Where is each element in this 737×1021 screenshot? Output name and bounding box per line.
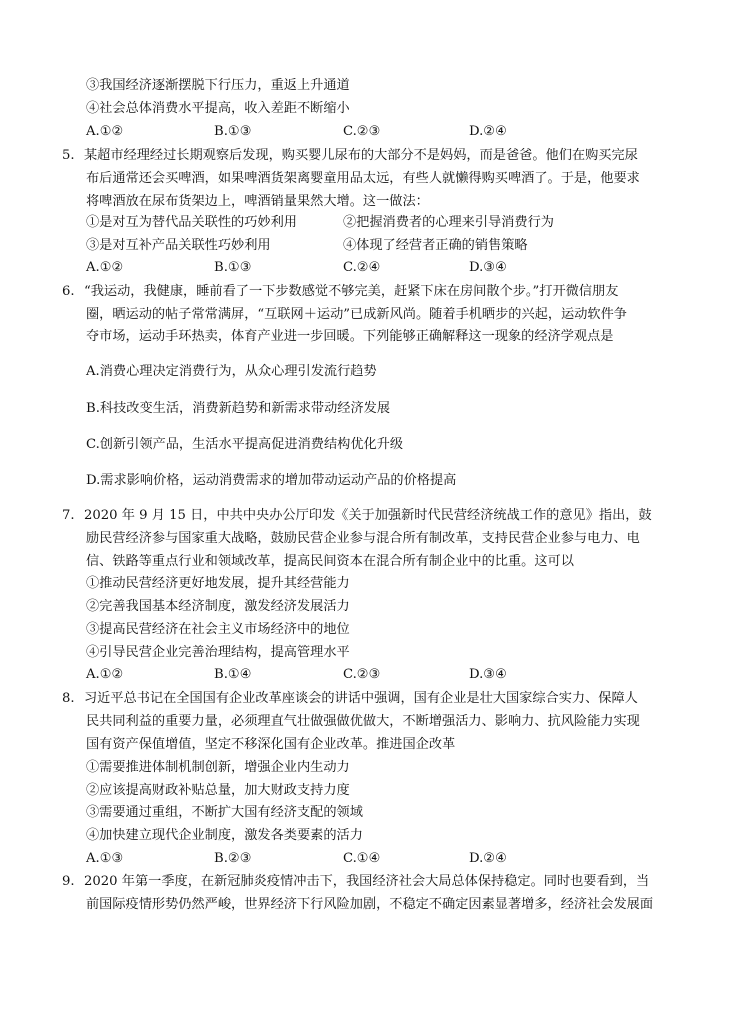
q5-stem-line-2: 布后通常还会买啤酒，如果啤酒货架离婴童用品太远，有些人就懒得购买啤酒了。于是，他要求 bbox=[86, 171, 640, 186]
q6-option-a: A.消费心理决定消费行为，从众心理引发流行趋势 bbox=[86, 364, 377, 379]
q9-stem-line-2: 前国际疫情形势仍然严峻，世界经济下行风险加剧，不稳定不确定因素显著增多，经济社会发展面 bbox=[86, 897, 654, 912]
q4-item-4: ④社会总体消费水平提高，收入差距不断缩小 bbox=[86, 101, 350, 116]
q7-choice-b: B.①④ bbox=[214, 667, 252, 682]
q8-item-4: ④加快建立现代企业制度，激发各类要素的活力 bbox=[86, 828, 363, 843]
q8-stem-line-1: 8. 习近平总书记在全国国有企业改革座谈会的讲话中强调，国有企业是壮大国家综合实力、保障人 bbox=[62, 688, 688, 710]
q6-stem-line-1: 6. “我运动，我健康，睡前看了一下步数感觉不够完美，赶紧下床在房间散个步。”打开微信朋友 bbox=[62, 281, 688, 303]
q8-choice-d: D.②④ bbox=[469, 851, 507, 866]
q7-stem-line-1: 7. 2020 年 9 月 15 日，中共中央办公厅印发《关于加强新时代民营经济统战工作的意见》指出，鼓 bbox=[62, 505, 688, 527]
q5-stem-line-3: 将啤酒放在尿布货架边上，啤酒销量果然大增。这一做法： bbox=[86, 194, 429, 209]
q8-choices bbox=[86, 848, 686, 870]
q7-number: 7. bbox=[62, 508, 75, 523]
q5-item-4: ④体现了经营者正确的销售策略 bbox=[343, 238, 528, 253]
q5-choice-c: C.②④ bbox=[343, 260, 381, 275]
q9-number: 9. bbox=[62, 874, 75, 889]
q7-stem-line-3: 信、铁路等重点行业和领域改革，提高民间资本在混合所有制企业中的比重。这可以 bbox=[86, 554, 574, 569]
q6-option-c: C.创新引领产品，生活水平提高促进消费结构优化升级 bbox=[86, 437, 404, 452]
q7-choice-d: D.③④ bbox=[469, 667, 507, 682]
q7-choice-a: A.①② bbox=[86, 667, 124, 682]
q6-stem-line-3: 夺市场，运动手环热卖，体育产业进一步回暖。下列能够正确解释这一现象的经济学观点是 bbox=[86, 329, 614, 344]
q7-item-1: ①推动民营经济更好地发展，提升其经营能力 bbox=[86, 576, 350, 591]
q4-choice-b: B.①③ bbox=[214, 124, 252, 139]
q4-choice-a: A.①② bbox=[86, 124, 124, 139]
q4-choice-c: C.②③ bbox=[343, 124, 381, 139]
q5-choice-d: D.③④ bbox=[469, 260, 507, 275]
q5-choices bbox=[86, 257, 686, 279]
q9-stem-line-1: 9. 2020 年第一季度，在新冠肺炎疫情冲击下，我国经济社会大局总体保持稳定。同时也要看到，当 bbox=[62, 871, 688, 893]
q7-item-2: ②完善我国基本经济制度，激发经济发展活力 bbox=[86, 599, 350, 614]
q5-items-row-2 bbox=[86, 235, 686, 257]
q6-option-b: B.科技改变生活，消费新趋势和新需求带动经济发展 bbox=[86, 401, 391, 416]
q8-choice-b: B.②③ bbox=[214, 851, 252, 866]
q6-stem-line-2: 圈，晒运动的帖子常常满屏，“互联网＋运动”已成新风尚。随着手机晒步的兴起，运动软件争 bbox=[86, 307, 627, 322]
q8-item-2: ②应该提高财政补贴总量，加大财政支持力度 bbox=[86, 783, 350, 798]
q7-item-4: ④引导民营企业完善治理结构，提高管理水平 bbox=[86, 645, 350, 660]
q5-item-1: ①是对互为替代品关联性的巧妙利用 bbox=[86, 215, 297, 230]
q7-choices bbox=[86, 664, 686, 686]
q8-stem-line-2: 民共同利益的重要力量，必须理直气壮做强做优做大，不断增强活力、影响力、抗风险能力实现 bbox=[86, 714, 640, 729]
q8-item-1: ①需要推进体制机制创新，增强企业内生动力 bbox=[86, 760, 350, 775]
q6-number: 6. bbox=[62, 284, 75, 299]
q8-choice-a: A.①③ bbox=[86, 851, 124, 866]
q5-choice-a: A.①② bbox=[86, 260, 124, 275]
q7-choice-c: C.②③ bbox=[343, 667, 381, 682]
q6-option-d: D.需求影响价格，运动消费需求的增加带动运动产品的价格提高 bbox=[86, 473, 457, 488]
q8-stem-line-3: 国有资产保值增值，坚定不移深化国有企业改革。推进国企改革 bbox=[86, 737, 456, 752]
q5-items-row-1 bbox=[86, 212, 686, 234]
q4-item-3: ③我国经济逐渐摆脱下行压力，重返上升通道 bbox=[86, 78, 350, 93]
q5-choice-b: B.①③ bbox=[214, 260, 252, 275]
q8-number: 8. bbox=[62, 691, 75, 706]
q8-item-3: ③需要通过重组，不断扩大国有经济支配的领域 bbox=[86, 805, 363, 820]
q5-number: 5. bbox=[62, 148, 75, 163]
q5-item-2: ②把握消费者的心理来引导消费行为 bbox=[343, 215, 554, 230]
q8-choice-c: C.①④ bbox=[343, 851, 381, 866]
q5-item-3: ③是对互补产品关联性巧妙利用 bbox=[86, 238, 271, 253]
q4-choices bbox=[86, 121, 686, 143]
q7-stem-line-2: 励民营经济参与国家重大战略，鼓励民营企业参与混合所有制改革，支持民营企业参与电力、电 bbox=[86, 531, 640, 546]
q5-stem-line-1: 5. 某超市经理经过长期观察后发现，购买婴儿尿布的大部分不是妈妈，而是爸爸。他们在购买完尿 bbox=[62, 145, 688, 167]
q4-choice-d: D.②④ bbox=[469, 124, 507, 139]
q7-item-3: ③提高民营经济在社会主义市场经济中的地位 bbox=[86, 622, 350, 637]
